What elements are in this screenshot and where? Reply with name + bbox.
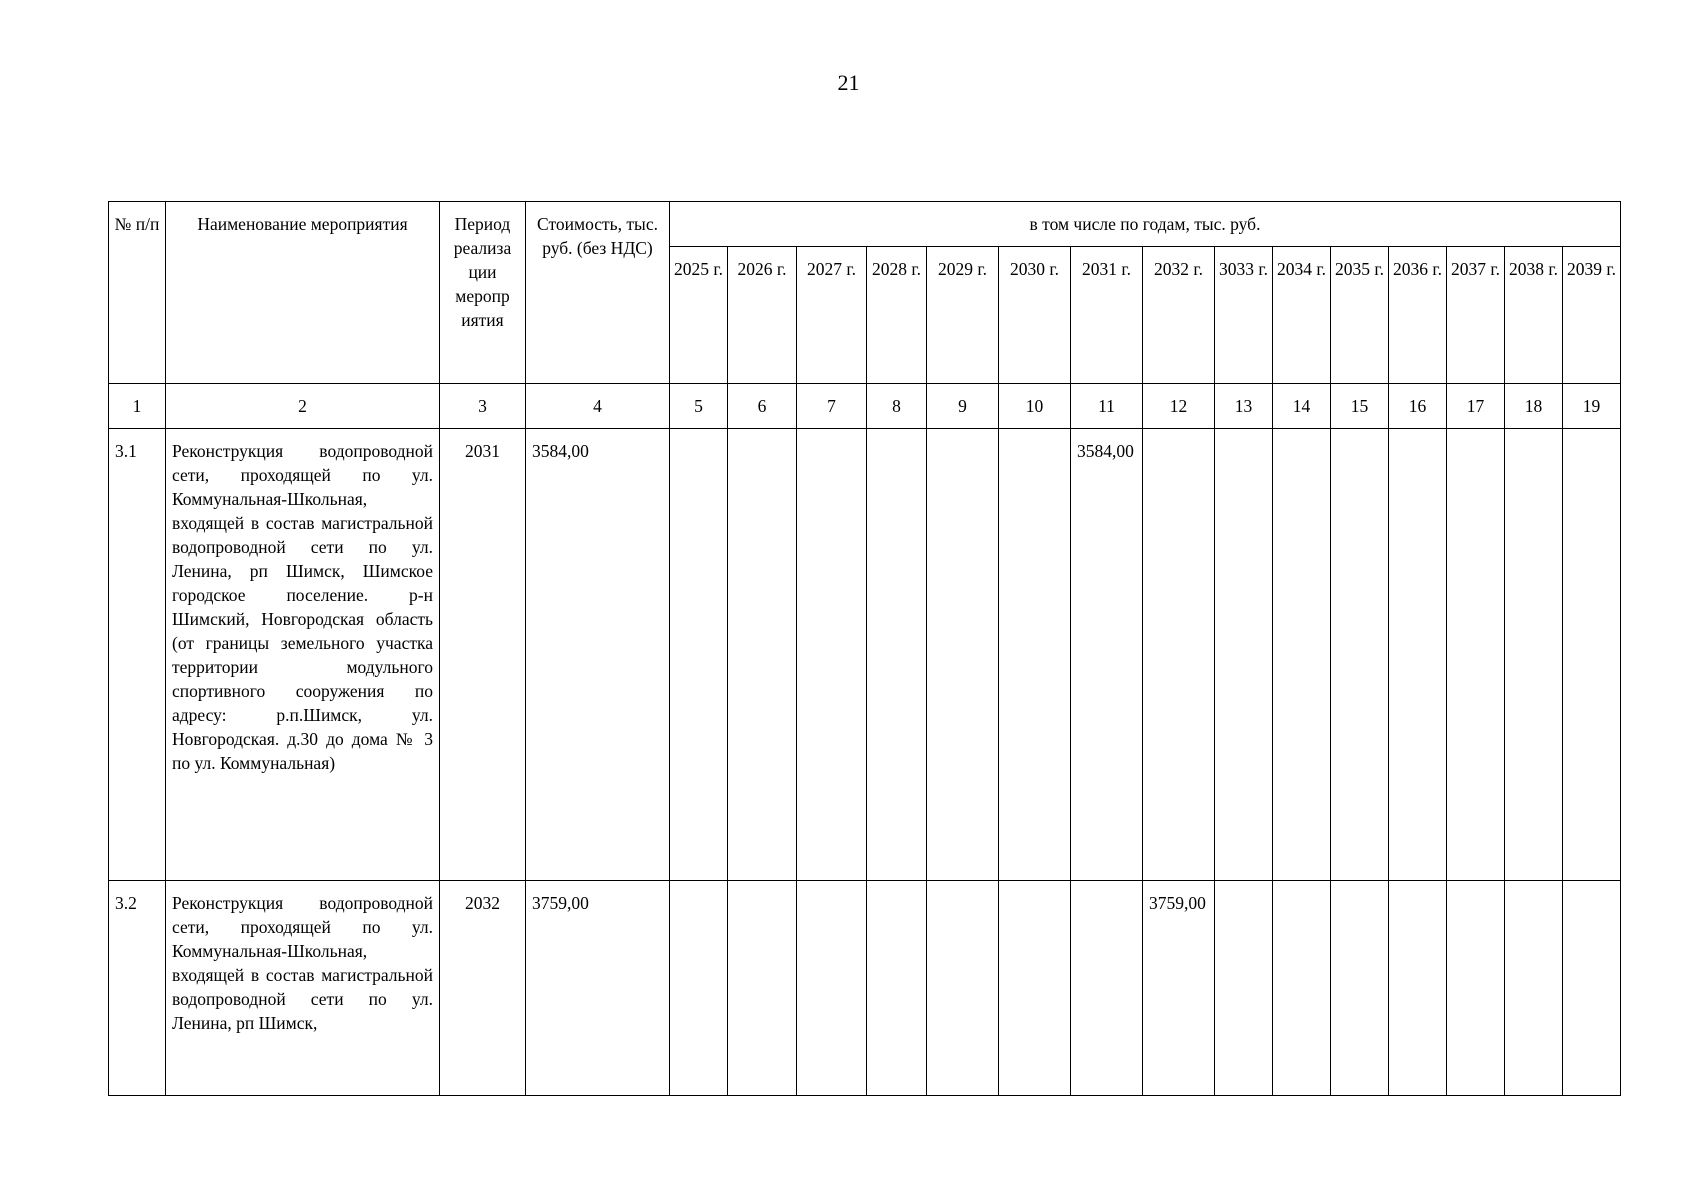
column-number: 3 [440, 384, 526, 429]
column-number: 14 [1273, 384, 1331, 429]
header-by-years: в том числе по годам, тыс. руб. [670, 202, 1621, 247]
column-number: 13 [1215, 384, 1273, 429]
column-number: 17 [1447, 384, 1505, 429]
header-year: 2038 г. [1505, 247, 1563, 384]
row-name: Реконструкция водопроводной сети, проходящей по ул. Коммунальная-Школьная, входящей в состав магистральной водопроводной сети по ул. Ленина, рп Шимск, Шимское городское поселение. р-н Шимский, Новгородская область (от границы земельного участка территории модульного спортивного сооружения по адресу: р.п.Шимск, ул. Новгородская. д.30 до дома № 3 по ул. Коммунальная) [166, 429, 440, 881]
column-number: 1 [109, 384, 166, 429]
row-year-value [927, 881, 999, 1096]
header-year: 2037 г. [1447, 247, 1505, 384]
header-year: 2031 г. [1071, 247, 1143, 384]
row-year-value [867, 429, 927, 881]
column-number: 2 [166, 384, 440, 429]
column-number: 15 [1331, 384, 1389, 429]
header-name: Наименование мероприятия [166, 202, 440, 384]
row-period: 2032 [440, 881, 526, 1096]
row-year-value [1447, 429, 1505, 881]
investment-table [108, 201, 1621, 1096]
header-year: 2028 г. [867, 247, 927, 384]
page-number: 21 [837, 70, 860, 95]
row-year-value [1071, 881, 1143, 1096]
row-period: 2031 [440, 429, 526, 881]
table-row [109, 881, 1621, 1096]
header-year: 2025 г. [670, 247, 728, 384]
row-year-value [670, 881, 728, 1096]
row-year-value: 3584,00 [1071, 429, 1143, 881]
column-number: 16 [1389, 384, 1447, 429]
row-cost: 3584,00 [526, 429, 670, 881]
header-year: 2029 г. [927, 247, 999, 384]
header-year: 2039 г. [1563, 247, 1621, 384]
header-year: 2026 г. [728, 247, 797, 384]
column-number: 6 [728, 384, 797, 429]
row-year-value [1505, 881, 1563, 1096]
column-number: 10 [999, 384, 1071, 429]
table-row [109, 429, 1621, 881]
row-year-value [867, 881, 927, 1096]
row-year-value [728, 429, 797, 881]
header-row-1 [109, 202, 1621, 247]
row-year-value [1505, 429, 1563, 881]
row-year-value [999, 881, 1071, 1096]
header-year: 2035 г. [1331, 247, 1389, 384]
row-year-value [1563, 881, 1621, 1096]
header-year: 2034 г. [1273, 247, 1331, 384]
row-year-value [1273, 881, 1331, 1096]
header-year: 3033 г. [1215, 247, 1273, 384]
row-name: Реконструкция водопроводной сети, проходящей по ул. Коммунальная-Школьная, входящей в состав магистральной водопроводной сети по ул. Ленина, рп Шимск, [166, 881, 440, 1096]
header-cost: Стоимость, тыс. руб. (без НДС) [526, 202, 670, 384]
header-year: 2036 г. [1389, 247, 1447, 384]
row-year-value [797, 429, 867, 881]
column-number: 7 [797, 384, 867, 429]
header-period: Период реализа ции меропр иятия [440, 202, 526, 384]
row-cost: 3759,00 [526, 881, 670, 1096]
row-year-value [1331, 881, 1389, 1096]
column-number: 11 [1071, 384, 1143, 429]
column-number: 5 [670, 384, 728, 429]
row-year-value [1331, 429, 1389, 881]
column-number: 18 [1505, 384, 1563, 429]
column-number: 12 [1143, 384, 1215, 429]
row-year-value [999, 429, 1071, 881]
column-number: 4 [526, 384, 670, 429]
header-num: № п/п [109, 202, 166, 384]
row-year-value [1215, 429, 1273, 881]
row-year-value [797, 881, 867, 1096]
header-year: 2032 г. [1143, 247, 1215, 384]
column-number: 19 [1563, 384, 1621, 429]
row-year-value [1143, 429, 1215, 881]
row-number: 3.1 [109, 429, 166, 881]
row-year-value [1273, 429, 1331, 881]
row-year-value [1447, 881, 1505, 1096]
column-number: 8 [867, 384, 927, 429]
row-year-value [1563, 429, 1621, 881]
row-year-value [1389, 881, 1447, 1096]
header-year: 2027 г. [797, 247, 867, 384]
row-year-value: 3759,00 [1143, 881, 1215, 1096]
header-year: 2030 г. [999, 247, 1071, 384]
row-year-value [670, 429, 728, 881]
row-year-value [1389, 429, 1447, 881]
row-number: 3.2 [109, 881, 166, 1096]
row-year-value [728, 881, 797, 1096]
row-year-value [927, 429, 999, 881]
row-year-value [1215, 881, 1273, 1096]
column-numbers-row [109, 384, 1621, 429]
column-number: 9 [927, 384, 999, 429]
